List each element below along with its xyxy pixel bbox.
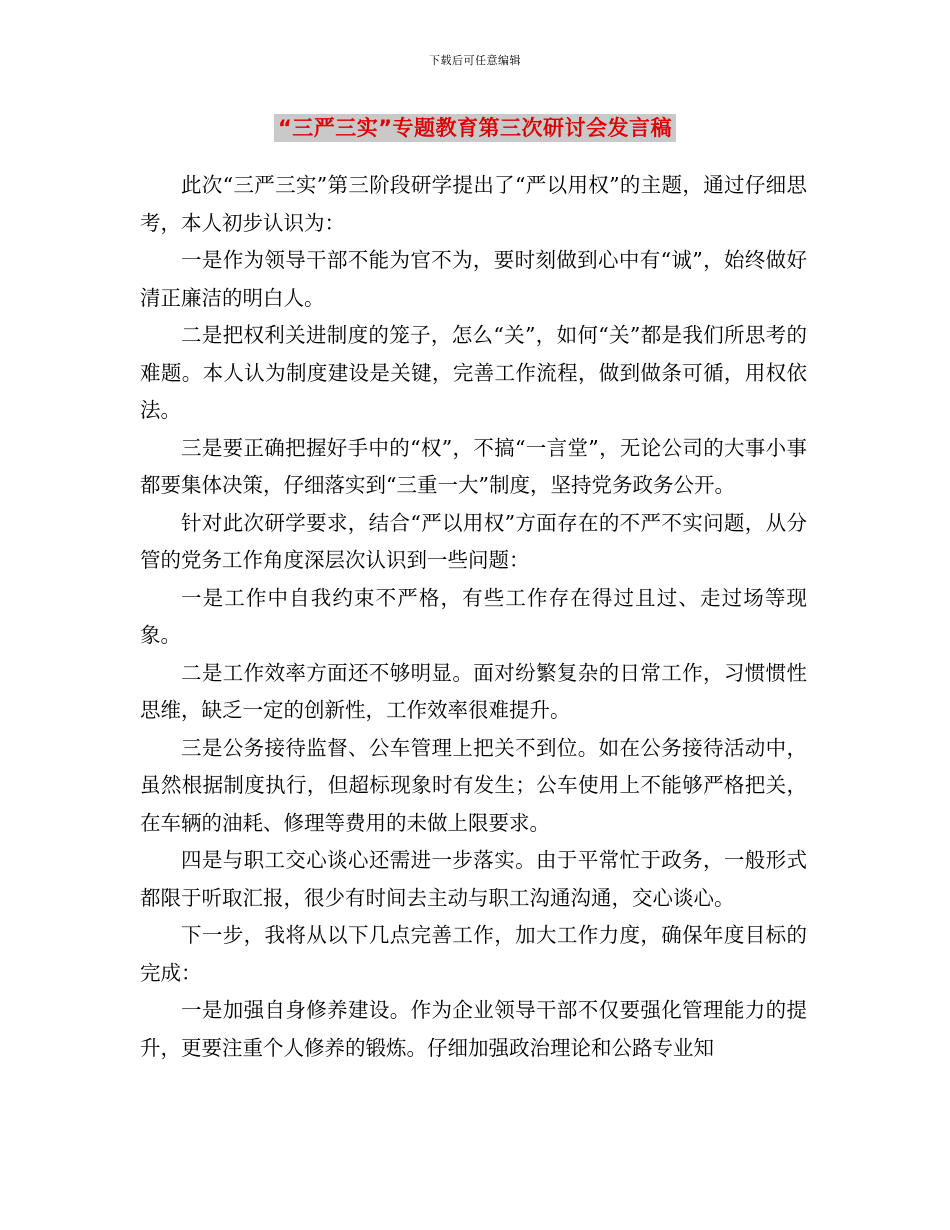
paragraph: 一是加强自身修养建设。作为企业领导干部不仅要强化管理能力的提升，更要注重个人修养的锻炼。仔细加强政治理论和公路专业知: [140, 998, 807, 1060]
document-title: “三严三实”专题教育第三次研讨会发言稿: [274, 114, 676, 142]
paragraph: 四是与职工交心谈心还需进一步落实。由于平常忙于政务，一般形式都限于听取汇报，很少有时间去主动与职工沟通沟通，交心谈心。: [140, 848, 807, 910]
document-body: [140, 167, 807, 1067]
paragraph: 此次“三严三实”第三阶段研学提出了“严以用权”的主题，通过仔细思考，本人初步认识为：: [140, 173, 807, 235]
paragraph: 一是作为领导干部不能为官不为，要时刻做到心中有“诚”，始终做好清正廉洁的明白人。: [140, 248, 807, 310]
paragraph: 三是公务接待监督、公车管理上把关不到位。如在公务接待活动中，虽然根据制度执行，但超标现象时有发生；公车使用上不能够严格把关，在车辆的油耗、修理等费用的未做上限要求。: [140, 735, 807, 835]
paragraph: 下一步，我将从以下几点完善工作，加大工作力度，确保年度目标的完成：: [140, 923, 807, 985]
page-header: 下载后可任意编辑: [429, 54, 521, 67]
paragraph: 三是要正确把握好手中的“权”，不搞“一言堂”，无论公司的大事小事都要集体决策，仔细落实到“三重一大”制度，坚持党务政务公开。: [140, 435, 807, 497]
paragraph: 二是工作效率方面还不够明显。面对纷繁复杂的日常工作，习惯惯性思维，缺乏一定的创新性，工作效率很难提升。: [140, 660, 807, 722]
paragraph: 二是把权利关进制度的笼子，怎么“关”，如何“关”都是我们所思考的难题。本人认为制度建设是关键，完善工作流程，做到做条可循，用权依法。: [140, 323, 807, 422]
title-container: [0, 114, 950, 142]
paragraph: 针对此次研学要求，结合“严以用权”方面存在的不严不实问题，从分管的党务工作角度深层次认识到一些问题：: [140, 510, 807, 572]
paragraph: 一是工作中自我约束不严格，有些工作存在得过且过、走过场等现象。: [140, 585, 807, 647]
